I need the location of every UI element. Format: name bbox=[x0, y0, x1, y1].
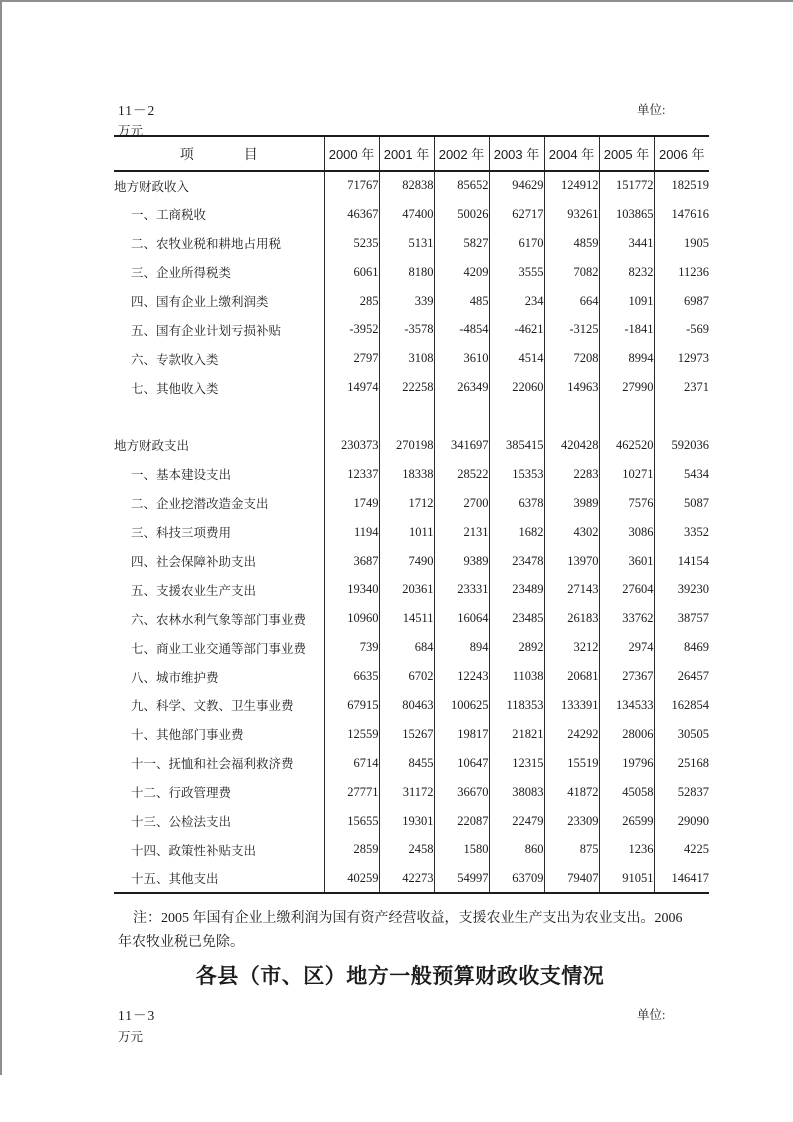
table-header bbox=[114, 136, 709, 171]
table-row bbox=[114, 864, 709, 893]
value-cell: 14974 bbox=[324, 373, 379, 402]
value-cell: 14511 bbox=[379, 604, 434, 633]
value-cell: 894 bbox=[434, 633, 489, 662]
table-row bbox=[114, 431, 709, 460]
value-cell: 13970 bbox=[544, 547, 599, 576]
value-cell: 82838 bbox=[379, 171, 434, 200]
value-cell: 4225 bbox=[654, 835, 709, 864]
value-cell: 4209 bbox=[434, 258, 489, 287]
value-cell: 23489 bbox=[489, 575, 544, 604]
value-cell: -569 bbox=[654, 315, 709, 344]
value-cell: 2131 bbox=[434, 518, 489, 547]
row-label: 四、国有企业上缴利润类 bbox=[131, 295, 269, 309]
row-label: 六、农林水利气象等部门事业费 bbox=[131, 612, 307, 627]
value-cell: 6061 bbox=[324, 258, 379, 287]
value-cell: 40259 bbox=[324, 864, 379, 893]
table-row bbox=[114, 835, 709, 864]
item-header-right: 目 bbox=[243, 147, 258, 163]
value-cell: 39230 bbox=[654, 575, 709, 604]
value-cell: 118353 bbox=[489, 691, 544, 720]
value-cell: 12559 bbox=[324, 720, 379, 749]
value-cell: 27367 bbox=[599, 662, 654, 691]
value-cell: 38083 bbox=[489, 778, 544, 807]
value-cell: 8469 bbox=[654, 633, 709, 662]
value-cell bbox=[434, 402, 489, 431]
value-cell: 20361 bbox=[379, 575, 434, 604]
value-cell: 3441 bbox=[599, 229, 654, 258]
value-cell: 12337 bbox=[324, 460, 379, 489]
value-cell: 85652 bbox=[434, 171, 489, 200]
value-cell: 420428 bbox=[544, 431, 599, 460]
value-cell: 133391 bbox=[544, 691, 599, 720]
row-label: 一、工商税收 bbox=[131, 208, 207, 223]
value-cell: 5087 bbox=[654, 489, 709, 518]
value-cell: 2892 bbox=[489, 633, 544, 662]
value-cell: 28522 bbox=[434, 460, 489, 489]
value-cell: 151772 bbox=[599, 171, 654, 200]
value-cell bbox=[544, 402, 599, 431]
value-cell: 285 bbox=[324, 287, 379, 316]
value-cell: 12973 bbox=[654, 344, 709, 373]
value-cell: 3108 bbox=[379, 344, 434, 373]
value-cell: 5131 bbox=[379, 229, 434, 258]
table-row bbox=[114, 547, 709, 576]
table-row bbox=[114, 258, 709, 287]
unit-label: 单位: bbox=[637, 103, 666, 117]
value-cell: 2458 bbox=[379, 835, 434, 864]
value-cell: -3952 bbox=[324, 315, 379, 344]
year-column-header: 2005 年 bbox=[599, 136, 654, 171]
value-cell: -3578 bbox=[379, 315, 434, 344]
value-cell: 31172 bbox=[379, 778, 434, 807]
value-cell: 27604 bbox=[599, 575, 654, 604]
value-cell: 10271 bbox=[599, 460, 654, 489]
value-cell: 46367 bbox=[324, 200, 379, 229]
value-cell: 5434 bbox=[654, 460, 709, 489]
value-cell: 124912 bbox=[544, 171, 599, 200]
value-cell: 2700 bbox=[434, 489, 489, 518]
table-row bbox=[114, 662, 709, 691]
value-cell: 91051 bbox=[599, 864, 654, 893]
value-cell: 230373 bbox=[324, 431, 379, 460]
value-cell: 19340 bbox=[324, 575, 379, 604]
row-label: 十三、公检法支出 bbox=[131, 815, 232, 830]
value-cell: 341697 bbox=[434, 431, 489, 460]
value-cell: 6702 bbox=[379, 662, 434, 691]
value-cell: 27771 bbox=[324, 778, 379, 807]
table-body bbox=[114, 171, 709, 893]
value-cell: 6378 bbox=[489, 489, 544, 518]
row-label: 九、科学、文教、卫生事业费 bbox=[131, 699, 294, 714]
value-cell: 63709 bbox=[489, 864, 544, 893]
value-cell: 15267 bbox=[379, 720, 434, 749]
value-cell: 6987 bbox=[654, 287, 709, 316]
value-cell: 19817 bbox=[434, 720, 489, 749]
value-cell: 8455 bbox=[379, 749, 434, 778]
value-cell: 19301 bbox=[379, 807, 434, 836]
value-cell: 25168 bbox=[654, 749, 709, 778]
row-label: 四、社会保障补助支出 bbox=[131, 555, 257, 570]
row-label: 七、商业工业交通等部门事业费 bbox=[131, 641, 307, 656]
value-cell: 47400 bbox=[379, 200, 434, 229]
value-cell: 10647 bbox=[434, 749, 489, 778]
page-top-edge bbox=[0, 0, 793, 2]
fiscal-table-wrapper bbox=[114, 135, 709, 894]
row-label: 八、城市维护费 bbox=[131, 670, 219, 685]
value-cell: 146417 bbox=[654, 864, 709, 893]
value-cell bbox=[654, 402, 709, 431]
value-cell: 875 bbox=[544, 835, 599, 864]
table-row bbox=[114, 200, 709, 229]
footnote-line-2: 年农牧业税已免除。 bbox=[118, 935, 244, 950]
value-cell: 485 bbox=[434, 287, 489, 316]
value-cell: 22479 bbox=[489, 807, 544, 836]
row-label bbox=[114, 402, 324, 431]
value-cell: 1749 bbox=[324, 489, 379, 518]
next-table-number: 11－3 bbox=[118, 1008, 156, 1023]
value-cell: 3989 bbox=[544, 489, 599, 518]
value-cell: 1712 bbox=[379, 489, 434, 518]
value-cell: 11236 bbox=[654, 258, 709, 287]
value-cell: 80463 bbox=[379, 691, 434, 720]
value-cell: 94629 bbox=[489, 171, 544, 200]
value-cell: 22258 bbox=[379, 373, 434, 402]
table-row bbox=[114, 518, 709, 547]
value-cell: 1091 bbox=[599, 287, 654, 316]
year-column-header: 2001 年 bbox=[379, 136, 434, 171]
row-label: 地方财政支出 bbox=[114, 439, 190, 454]
value-cell: 3086 bbox=[599, 518, 654, 547]
item-header-left: 项 bbox=[179, 147, 194, 163]
year-column-header: 2003 年 bbox=[489, 136, 544, 171]
value-cell: 3687 bbox=[324, 547, 379, 576]
next-unit-value: 万元 bbox=[118, 1030, 144, 1044]
value-cell: 20681 bbox=[544, 662, 599, 691]
value-cell: 3555 bbox=[489, 258, 544, 287]
value-cell: 9389 bbox=[434, 547, 489, 576]
header-row bbox=[114, 136, 709, 171]
value-cell: 5235 bbox=[324, 229, 379, 258]
table-row bbox=[114, 287, 709, 316]
row-label: 三、科技三项费用 bbox=[131, 526, 232, 541]
value-cell: 23331 bbox=[434, 575, 489, 604]
value-cell: 30505 bbox=[654, 720, 709, 749]
value-cell: 15655 bbox=[324, 807, 379, 836]
row-label: 二、农牧业税和耕地占用税 bbox=[131, 237, 282, 252]
value-cell: 234 bbox=[489, 287, 544, 316]
value-cell: 19796 bbox=[599, 749, 654, 778]
value-cell: 7208 bbox=[544, 344, 599, 373]
next-unit-label: 单位: bbox=[637, 1008, 666, 1022]
table-row bbox=[114, 807, 709, 836]
row-label: 六、专款收入类 bbox=[131, 352, 219, 367]
value-cell: 6635 bbox=[324, 662, 379, 691]
value-cell: 33762 bbox=[599, 604, 654, 633]
value-cell: 50026 bbox=[434, 200, 489, 229]
value-cell: 24292 bbox=[544, 720, 599, 749]
value-cell: 15353 bbox=[489, 460, 544, 489]
value-cell: 62717 bbox=[489, 200, 544, 229]
value-cell: 4859 bbox=[544, 229, 599, 258]
value-cell: 26349 bbox=[434, 373, 489, 402]
value-cell: 462520 bbox=[599, 431, 654, 460]
next-section-title: 各县（市、区）地方一般预算财政收支情况 bbox=[195, 965, 605, 988]
value-cell: 26183 bbox=[544, 604, 599, 633]
value-cell: 8994 bbox=[599, 344, 654, 373]
value-cell: 339 bbox=[379, 287, 434, 316]
row-label: 十四、政策性补贴支出 bbox=[131, 843, 257, 858]
value-cell: 147616 bbox=[654, 200, 709, 229]
value-cell: 71767 bbox=[324, 171, 379, 200]
value-cell: 21821 bbox=[489, 720, 544, 749]
year-column-header: 2006 年 bbox=[654, 136, 709, 171]
value-cell: 67915 bbox=[324, 691, 379, 720]
row-label: 三、企业所得税类 bbox=[131, 266, 232, 281]
value-cell: 1682 bbox=[489, 518, 544, 547]
value-cell: 3212 bbox=[544, 633, 599, 662]
row-label: 十、其他部门事业费 bbox=[131, 728, 244, 743]
value-cell: 36670 bbox=[434, 778, 489, 807]
value-cell: 23309 bbox=[544, 807, 599, 836]
value-cell: 27990 bbox=[599, 373, 654, 402]
value-cell: 27143 bbox=[544, 575, 599, 604]
value-cell: 45058 bbox=[599, 778, 654, 807]
value-cell: 103865 bbox=[599, 200, 654, 229]
row-label: 五、支援农业生产支出 bbox=[131, 583, 257, 598]
value-cell: 29090 bbox=[654, 807, 709, 836]
row-label: 十一、抚恤和社会福利救济费 bbox=[131, 757, 294, 772]
value-cell: 1905 bbox=[654, 229, 709, 258]
row-label: 五、国有企业计划亏损补贴 bbox=[131, 323, 282, 338]
value-cell: 860 bbox=[489, 835, 544, 864]
value-cell: 2371 bbox=[654, 373, 709, 402]
value-cell: 16064 bbox=[434, 604, 489, 633]
value-cell: -4854 bbox=[434, 315, 489, 344]
value-cell: 23478 bbox=[489, 547, 544, 576]
value-cell: 42273 bbox=[379, 864, 434, 893]
row-label: 二、企业挖潜改造金支出 bbox=[131, 497, 269, 512]
value-cell: 182519 bbox=[654, 171, 709, 200]
value-cell: 1011 bbox=[379, 518, 434, 547]
table-row bbox=[114, 691, 709, 720]
table-row bbox=[114, 460, 709, 489]
value-cell: 684 bbox=[379, 633, 434, 662]
value-cell: 14154 bbox=[654, 547, 709, 576]
value-cell: 52837 bbox=[654, 778, 709, 807]
page-left-edge bbox=[0, 0, 2, 1075]
row-label: 十二、行政管理费 bbox=[131, 786, 232, 801]
table-row bbox=[114, 315, 709, 344]
value-cell: -1841 bbox=[599, 315, 654, 344]
value-cell bbox=[324, 402, 379, 431]
spacer-row bbox=[114, 402, 709, 431]
value-cell: 22087 bbox=[434, 807, 489, 836]
year-column-header: 2000 年 bbox=[324, 136, 379, 171]
value-cell: 2797 bbox=[324, 344, 379, 373]
value-cell: 41872 bbox=[544, 778, 599, 807]
value-cell: 4302 bbox=[544, 518, 599, 547]
value-cell: 2283 bbox=[544, 460, 599, 489]
unit-value: 万元 bbox=[118, 124, 144, 138]
value-cell bbox=[599, 402, 654, 431]
value-cell: 6714 bbox=[324, 749, 379, 778]
value-cell: 38757 bbox=[654, 604, 709, 633]
value-cell: 15519 bbox=[544, 749, 599, 778]
row-label: 地方财政收入 bbox=[114, 179, 190, 194]
value-cell: 385415 bbox=[489, 431, 544, 460]
value-cell: 100625 bbox=[434, 691, 489, 720]
value-cell: 7490 bbox=[379, 547, 434, 576]
value-cell: 26599 bbox=[599, 807, 654, 836]
value-cell: 3601 bbox=[599, 547, 654, 576]
value-cell: 7576 bbox=[599, 489, 654, 518]
value-cell: 18338 bbox=[379, 460, 434, 489]
value-cell: 12243 bbox=[434, 662, 489, 691]
table-row bbox=[114, 778, 709, 807]
value-cell: 2974 bbox=[599, 633, 654, 662]
row-label: 一、基本建设支出 bbox=[131, 468, 232, 483]
value-cell: 28006 bbox=[599, 720, 654, 749]
value-cell: 1194 bbox=[324, 518, 379, 547]
value-cell: 93261 bbox=[544, 200, 599, 229]
value-cell bbox=[379, 402, 434, 431]
table-row bbox=[114, 575, 709, 604]
year-column-header: 2004 年 bbox=[544, 136, 599, 171]
year-column-header: 2002 年 bbox=[434, 136, 489, 171]
value-cell: 4514 bbox=[489, 344, 544, 373]
value-cell: 739 bbox=[324, 633, 379, 662]
value-cell: 7082 bbox=[544, 258, 599, 287]
value-cell: 12315 bbox=[489, 749, 544, 778]
value-cell: -3125 bbox=[544, 315, 599, 344]
value-cell: 8180 bbox=[379, 258, 434, 287]
value-cell: 3352 bbox=[654, 518, 709, 547]
table-row bbox=[114, 229, 709, 258]
value-cell: 2859 bbox=[324, 835, 379, 864]
value-cell: 6170 bbox=[489, 229, 544, 258]
table-row bbox=[114, 749, 709, 778]
table-number: 11－2 bbox=[118, 103, 156, 118]
table-row bbox=[114, 489, 709, 518]
item-column-header bbox=[114, 136, 324, 171]
value-cell: 134533 bbox=[599, 691, 654, 720]
value-cell: 270198 bbox=[379, 431, 434, 460]
table-row bbox=[114, 720, 709, 749]
value-cell: 1580 bbox=[434, 835, 489, 864]
row-label: 七、其他收入类 bbox=[131, 381, 219, 396]
value-cell: 11038 bbox=[489, 662, 544, 691]
value-cell: 8232 bbox=[599, 258, 654, 287]
table-row bbox=[114, 373, 709, 402]
value-cell: 5827 bbox=[434, 229, 489, 258]
value-cell: -4621 bbox=[489, 315, 544, 344]
value-cell: 54997 bbox=[434, 864, 489, 893]
value-cell: 664 bbox=[544, 287, 599, 316]
value-cell: 3610 bbox=[434, 344, 489, 373]
value-cell: 10960 bbox=[324, 604, 379, 633]
value-cell: 79407 bbox=[544, 864, 599, 893]
table-row bbox=[114, 633, 709, 662]
footnote-line-1: 注：2005 年国有企业上缴利润为国有资产经营收益，支援农业生产支出为农业支出。2006 bbox=[133, 911, 683, 926]
table-row bbox=[114, 604, 709, 633]
value-cell: 26457 bbox=[654, 662, 709, 691]
row-label: 十五、其他支出 bbox=[131, 872, 219, 887]
value-cell: 22060 bbox=[489, 373, 544, 402]
value-cell: 592036 bbox=[654, 431, 709, 460]
fiscal-table bbox=[114, 135, 709, 894]
value-cell bbox=[489, 402, 544, 431]
table-row bbox=[114, 344, 709, 373]
value-cell: 14963 bbox=[544, 373, 599, 402]
table-row bbox=[114, 171, 709, 200]
value-cell: 162854 bbox=[654, 691, 709, 720]
value-cell: 23485 bbox=[489, 604, 544, 633]
value-cell: 1236 bbox=[599, 835, 654, 864]
